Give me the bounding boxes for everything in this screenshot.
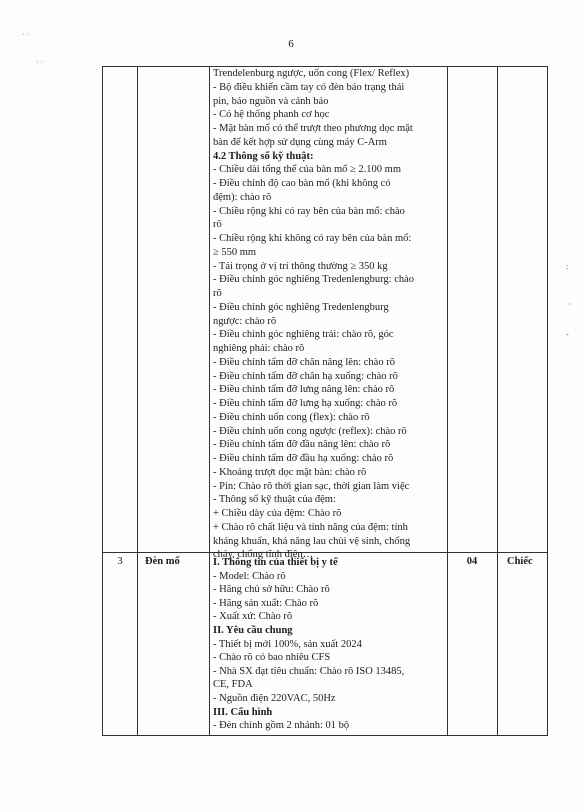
spec-line: I. Thông tin của thiết bị y tế — [213, 557, 338, 568]
spec-line: - Chiều dài tổng thể của bàn mổ ≥ 2.100 mm — [213, 164, 402, 176]
spec-line: - Điều chỉnh tấm đỡ đầu nâng lên: chào rõ — [213, 439, 391, 451]
margin-scribble-top-left-2: · · — [36, 58, 44, 67]
spec-line: nghiêng phải: chào rõ — [213, 343, 305, 354]
margin-stamp-fragment-2: · — [568, 300, 571, 309]
spec-line: - Nguồn điện 220VAC, 50Hz — [213, 693, 336, 704]
spec-line: - Điều chỉnh góc nghiêng Tredenlengburg: chào — [213, 274, 415, 286]
spec-line: - Hãng sản xuất: Chào rõ — [213, 597, 319, 609]
spec-line: - Thông số kỹ thuật của đệm: — [213, 494, 336, 506]
spec-line: - Model: Chào rõ — [213, 570, 286, 582]
spec-line: - Chào rõ có bao nhiêu CFS — [213, 652, 331, 664]
column-divider — [497, 67, 498, 735]
spec-line: - Điều chỉnh uốn cong (flex): chào rõ — [213, 411, 370, 423]
spec-line: - Thiết bị mới 100%, sản xuất 2024 — [213, 638, 362, 650]
spec-line: II. Yêu cầu chung — [213, 625, 293, 636]
row-3-item-name: Đèn mổ — [145, 556, 180, 567]
spec-line: - Điều chỉnh uốn cong ngược (reflex): chào rõ — [213, 425, 407, 437]
row-divider — [103, 552, 547, 553]
spec-line: bàn để kết hợp sử dụng cùng máy C-Arm — [213, 136, 387, 148]
spec-line: kháng khuẩn, khả năng lau chùi vệ sinh, chống — [213, 535, 411, 547]
spec-line: cháy, chống tĩnh điện… — [213, 549, 314, 561]
spec-line: - Điều chỉnh góc nghiêng Tredenlengburg — [213, 301, 389, 313]
column-divider — [209, 67, 210, 735]
spec-line: CE, FDA — [213, 679, 253, 691]
margin-stamp-fragment: : — [566, 262, 569, 271]
spec-line: - Bộ điều khiển cầm tay có đèn báo trạng thái — [213, 81, 405, 93]
spec-line: - Xuất xứ: Chào rõ — [213, 611, 293, 623]
spec-line: - Chiều rộng khi không có ray bên của bàn mổ: — [213, 233, 412, 244]
spec-line: - Điều chỉnh tấm đỡ lưng nâng lên: chào rõ — [213, 384, 395, 396]
spec-line: - Điều chỉnh tấm đỡ chân nâng lên: chào rõ — [213, 356, 395, 368]
row-3-quantity: 04 — [466, 556, 478, 567]
spec-line: - Điều chỉnh tấm đỡ đầu hạ xuống: chào rõ — [213, 453, 394, 464]
spec-line: - Mặt bàn mổ có thể trượt theo phương dọc mặt — [213, 123, 413, 134]
spec-line: - Điều chỉnh độ cao bàn mổ (khi không có — [213, 178, 391, 189]
spec-line: III. Cấu hình — [213, 706, 273, 718]
column-divider — [137, 67, 138, 735]
spec-line: + Chào rõ chất liệu và tính năng của đệm: tính — [213, 521, 408, 533]
spec-line: pin, báo nguồn và cảnh báo — [213, 95, 329, 107]
spec-line: - Khoảng trượt dọc mặt bàn: chào rõ — [213, 466, 367, 478]
row-3-unit: Chiếc — [507, 556, 533, 567]
column-divider — [447, 67, 448, 735]
spec-line: - Điều chỉnh tấm đỡ chân hạ xuống: chào rõ — [213, 370, 398, 382]
spec-line: 4.2 Thông số kỹ thuật: — [213, 150, 314, 162]
margin-scribble-top-left: · · — [22, 30, 30, 39]
spec-line: đệm): chào rõ — [213, 191, 272, 203]
spec-line: - Nhà SX đạt tiêu chuẩn: Chào rõ ISO 13485, — [213, 665, 405, 677]
equipment-spec-table — [102, 66, 548, 736]
spec-line: - Chiều rộng khi có ray bên của bàn mổ: chào — [213, 205, 405, 217]
spec-line: - Có hệ thống phanh cơ học — [213, 109, 330, 121]
spec-line: - Đèn chính gồm 2 nhánh: 01 bộ — [213, 720, 350, 732]
spec-line: - Điều chỉnh tấm đỡ lưng hạ xuống: chào rõ — [213, 398, 398, 409]
spec-line: Trendelenburg ngược, uốn cong (Flex/ Reflex) — [213, 68, 410, 79]
spec-line: + Chiều dày của đệm: Chào rõ — [213, 508, 342, 519]
spec-line: - Pin: Chào rõ thời gian sạc, thời gian làm việc — [213, 480, 410, 492]
spec-line: - Điều chỉnh góc nghiêng trái: chào rõ, góc — [213, 329, 394, 341]
spec-line: ≥ 550 mm — [213, 246, 257, 258]
spec-line: ngược: chào rõ — [213, 315, 277, 327]
spec-line: rõ — [213, 219, 222, 231]
spec-line: - Hãng chủ sở hữu: Chào rõ — [213, 584, 330, 596]
spec-line: rõ — [213, 288, 222, 299]
row-3-index: 3 — [117, 556, 123, 567]
spec-line: - Tải trọng ở vị trí thông thường ≥ 350 kg — [213, 260, 388, 272]
margin-stamp-fragment-3: - — [566, 330, 569, 339]
page-number: 6 — [288, 38, 294, 50]
